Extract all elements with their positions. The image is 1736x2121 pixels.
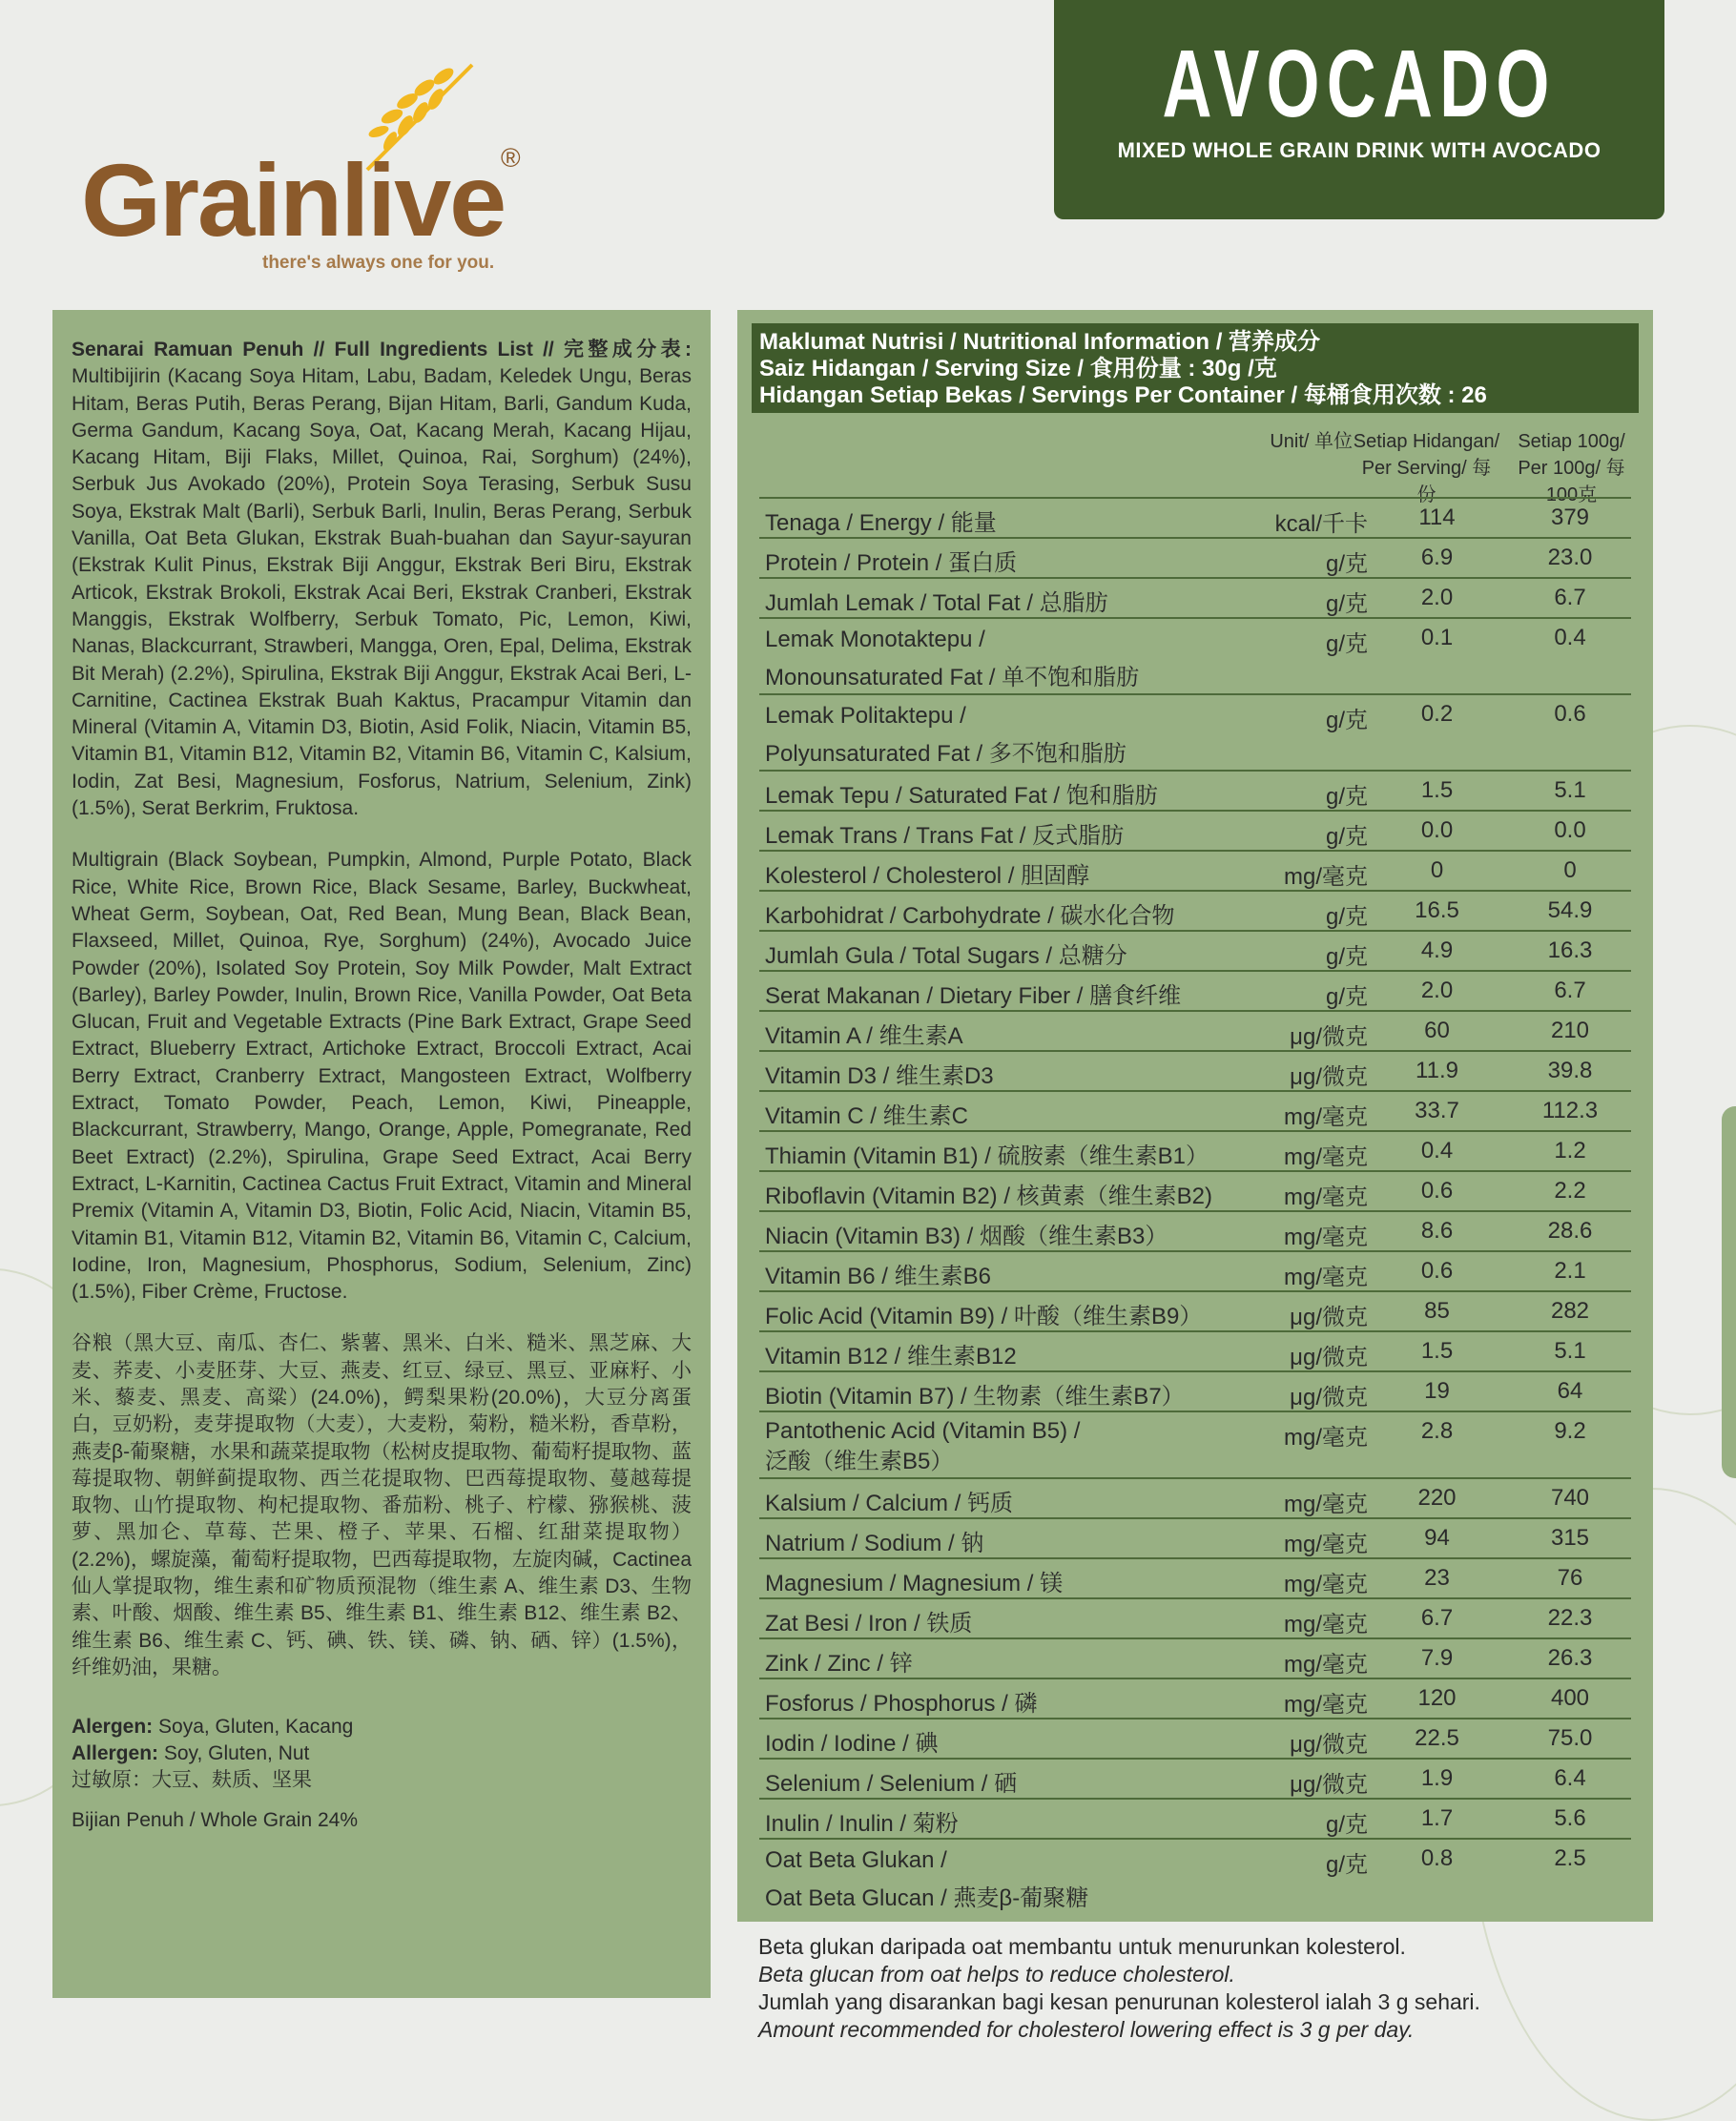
nutrient-name-line: Zat Besi / Iron / 铁质 [765,1611,973,1637]
nutrition-row [759,1599,1631,1639]
nutrient-unit: μg/微克 [1290,1385,1368,1411]
nutrient-name [765,1765,1017,1803]
nutrient-unit: mg/毫克 [1283,1612,1368,1637]
footnote-english-1: Beta glucan from oat helps to reduce cholesterol. [758,1962,1235,1987]
nutrient-name-line: Natrium / Sodium / 钠 [765,1531,984,1556]
unit-column-header: Unit/ 单位 [1270,431,1353,452]
nutrient-name-line: Biotin (Vitamin B7) / 生物素（维生素B7） [765,1384,1185,1410]
nutrient-name [765,1138,1209,1176]
nutrient-name [765,1378,1185,1416]
per-100g-value: 6.4 [1554,1765,1586,1791]
nutrient-name-line: Magnesium / Magnesium / 镁 [765,1571,1064,1596]
nutrient-unit: mg/毫克 [1283,1265,1368,1290]
nutrient-unit: g/克 [1325,784,1368,810]
nutrient-name [765,1258,991,1296]
nutrition-row [759,1052,1631,1092]
per-serving-value: 60 [1424,1018,1450,1043]
per-100g-value: 740 [1550,1485,1590,1511]
nutrient-name [765,1725,938,1763]
nutrient-name [765,1018,963,1056]
per-100g-value: 1.2 [1554,1138,1586,1163]
allergen-english-label: Allergen: [72,1742,159,1765]
nutrient-name [765,1842,1088,1918]
per-serving-value: 2.0 [1420,978,1454,1003]
nutrient-unit: μg/微克 [1290,1772,1368,1798]
nutrition-row [759,972,1631,1012]
per-serving-value: 220 [1417,1485,1457,1511]
per-serving-value: 8.6 [1420,1218,1454,1244]
nutrient-name [765,1218,1168,1256]
per-100g-value: 39.8 [1547,1058,1593,1083]
registered-mark: ® [501,143,521,173]
nutrient-name-line: Lemak Tepu / Saturated Fat / 饱和脂肪 [765,783,1158,809]
whole-grain-note: Bijian Penuh / Whole Grain 24% [72,1809,358,1832]
nutrient-unit: g/克 [1325,631,1368,657]
nutrient-name [765,777,1158,815]
per-100g-value: 16.3 [1547,937,1593,963]
nutrient-unit: mg/毫克 [1283,1692,1368,1718]
nutrition-row [759,1252,1631,1292]
nutrient-unit: mg/毫克 [1283,1572,1368,1597]
per-serving-value: 7.9 [1420,1645,1454,1671]
product-title: AVOCADO [1162,31,1557,137]
nutrient-name [765,1645,913,1683]
per-100g-value: 9.2 [1554,1418,1586,1444]
nutrient-unit: g/克 [1325,708,1368,733]
nutrition-row [759,772,1631,812]
nutrient-name [765,697,1126,773]
nutrition-row [759,497,1631,539]
per-serving-value: 0.0 [1420,817,1454,843]
nutrition-row [759,539,1631,579]
per-serving-value: 2.8 [1420,1418,1454,1444]
nutrient-name [765,978,1181,1016]
nutrient-unit: g/克 [1325,984,1368,1010]
nutrition-row [759,1519,1631,1559]
per-serving-value: 0.6 [1420,1178,1454,1204]
nutrient-unit: g/克 [1325,551,1368,577]
per-serving-value: 6.7 [1420,1605,1454,1631]
per-serving-value: 16.5 [1415,897,1459,923]
per-100g-value: 112.3 [1541,1098,1599,1123]
nutrient-name [765,1098,968,1136]
per-100g-value: 2.5 [1554,1845,1586,1871]
per-100g-column-header: Setiap 100g/ Per 100g/ 每100克 [1518,431,1625,505]
nutrition-column-headers [752,413,1639,505]
per-100g-value: 282 [1550,1298,1590,1324]
per-serving-value: 0.1 [1420,625,1454,650]
nutrient-name-line: Vitamin B12 / 维生素B12 [765,1344,1017,1369]
per-100g-value: 0.0 [1554,817,1586,843]
nutrition-row [759,1172,1631,1212]
brand-tagline: there's always one for you. [262,253,495,273]
nutrient-name [765,1058,994,1096]
footnote-malay-2: Jumlah yang disarankan bagi kesan penurunan kolesterol ialah 3 g sehari. [758,1989,1480,2014]
nutrition-row [759,1559,1631,1599]
nutrition-row [759,579,1631,619]
nutrient-name [765,1565,1063,1603]
per-100g-value: 64 [1557,1378,1583,1404]
per-serving-value: 0 [1430,857,1444,883]
per-100g-value: 6.7 [1554,585,1586,610]
nutrient-name-line: Karbohidrat / Carbohydrate / 碳水化合物 [765,903,1175,929]
allergen-malay [72,1714,692,1740]
nutrition-row [759,1212,1631,1252]
nutrition-row [759,1760,1631,1800]
brand-logo [81,57,558,286]
per-100g-value: 2.1 [1554,1258,1586,1284]
nutrition-table [752,497,1639,1914]
per-100g-value: 400 [1550,1685,1590,1711]
nutrition-row [759,1372,1631,1412]
nutrient-unit: g/克 [1325,904,1368,930]
per-serving-value: 33.7 [1415,1098,1459,1123]
nutrient-unit: μg/微克 [1290,1732,1368,1758]
per-100g-value: 379 [1550,505,1590,530]
nutrient-name [765,1298,1202,1336]
nutrient-name [765,817,1124,855]
per-serving-value: 1.5 [1420,777,1454,803]
nutrition-row [759,1412,1631,1479]
ingredients-malay-text: Multibijirin (Kacang Soya Hitam, Labu, Badam, Keledek Ungu, Beras Hitam, Beras Putih, Beras Perang, Bijan Hitam, Barli, Gandum Kuda, Germa Gandum, Kacang Soya, Oat, Kacang Merah, Kacang Hijau, Kacang Hitam, Biji Flaks, Millet, Quinoa, Rai, Sorghum) (24%), Serbuk Jus Avokado (20%), Protein Soya Terasing, Serbuk Susu Soya, Ekstrak Malt (Barli), Serbuk Barli, Inulin, Beras Perang, Serbuk Vanilla, Oat Beta Glukan, Ekstrak Buah-buahan dan Sayur-sayuran (Ekstrak Kulit Pinus, Ekstrak Biji Anggur, Ekstrak Beri Biru, Ekstrak Articok, Ekstrak Brokoli, Ekstrak Acai Beri, Ekstrak Cranberi, Ekstrak Manggis, Ekstrak Wolfberry, Serbuk Tomato, Pic, Lemon, Kiwi, Nanas, Blackcurrant, Strawberi, Mangga, Oren, Epal, Delima, Ekstrak Bit Merah) (2.2%), Spirulina, Ekstrak Biji Anggur, Ekstrak Acai Beri, L-Carnitine, Cactinea Ekstrak Buah Kaktus, Pracampur Vitamin dan Mineral (Vitamin A, Vitamin D3, Biotin, Asid Folik, Niacin, Vitamin B5, Vitamin B1, Vitamin B12, Vitamin B2, Vitamin B6, Vitamin C, Kalsium, Iodin, Zat Besi, Magnesium, Fosforus, Natrium, Selenium, Zink) (1.5%), Serat Berkrim, Fruktosa. [72,365,692,820]
nutrient-name [765,857,1089,896]
nutrient-name-line: Vitamin B6 / 维生素B6 [765,1264,991,1289]
product-subtitle: MIXED WHOLE GRAIN DRINK WITH AVOCADO [1117,138,1602,162]
serving-size: Saiz Hidangan / Serving Size / 食用份量 : 30g /克 [759,356,1277,381]
nutrient-name-line: Vitamin D3 / 维生素D3 [765,1063,994,1089]
nutrient-name-line-2: 泛酸（维生素B5） [765,1449,954,1474]
nutrition-row [759,695,1631,772]
nutrient-name-line: Serat Makanan / Dietary Fiber / 膳食纤维 [765,983,1182,1009]
nutrition-row [759,1012,1631,1052]
nutrient-name [765,505,997,543]
per-100g-value: 5.6 [1554,1805,1586,1831]
nutrient-name [765,1805,959,1843]
per-serving-value: 120 [1417,1685,1457,1711]
per-100g-value: 0.6 [1554,701,1586,727]
ingredients-panel [52,310,711,1998]
per-serving-value: 19 [1424,1378,1450,1404]
per-serving-value: 0.4 [1420,1138,1454,1163]
nutrition-row [759,1092,1631,1132]
nutrition-row [759,1479,1631,1519]
nutrient-unit: mg/毫克 [1283,1492,1368,1517]
per-serving-value: 114 [1418,505,1456,530]
nutrient-name-line: Kalsium / Calcium / 钙质 [765,1491,1014,1516]
per-serving-value: 2.0 [1420,585,1454,610]
nutrient-name [765,1525,983,1563]
nutrient-name-line-2: Monounsaturated Fat / 单不饱和脂肪 [765,665,1140,690]
nutrient-unit: g/克 [1325,824,1368,850]
nutrient-unit: μg/微克 [1290,1305,1368,1330]
nutrition-panel [737,310,1653,1922]
nutrient-unit: mg/毫克 [1283,1225,1368,1250]
nutrition-title: Maklumat Nutrisi / Nutritional Information / 营养成分 [759,329,1321,355]
allergen-chinese: 过敏原：大豆、麸质、坚果 [72,1769,312,1792]
nutrient-name-line: Lemak Monotaktepu / [765,627,985,652]
nutrient-name [765,545,1017,583]
per-100g-value: 5.1 [1554,777,1586,803]
nutrient-name-line: Kolesterol / Cholesterol / 胆固醇 [765,863,1090,889]
nutrient-name-line: Riboflavin (Vitamin B2) / 核黄素（维生素B2) [765,1184,1213,1209]
allergen-english-text: Soy, Gluten, Nut [158,1742,310,1765]
nutrient-unit: g/克 [1325,944,1368,970]
nutrition-row [759,1679,1631,1719]
nutrient-name-line: Jumlah Gula / Total Sugars / 总糖分 [765,943,1127,969]
nutrient-name-line: Pantothenic Acid (Vitamin B5) / [765,1418,1081,1444]
nutrient-name-line: Oat Beta Glukan / [765,1847,947,1873]
per-serving-value: 0.8 [1420,1845,1454,1871]
nutrient-name-line: Tenaga / Energy / 能量 [765,510,997,536]
nutrient-name [765,1416,1080,1477]
per-100g-value: 75.0 [1547,1725,1593,1751]
nutrient-name-line: Lemak Politaktepu / [765,703,966,729]
ingredients-english: Multigrain (Black Soybean, Pumpkin, Almond, Purple Potato, Black Rice, White Rice, Brown Rice, Black Sesame, Barley, Buckwheat, Wheat Germ, Soybean, Oat, Red Bean, Mung Bean, Black Bean, Flaxseed, Millet, Quinoa, Rye, Sorghum) (24%), Avocado Juice Powder (20%), Isolated Soy Protein, Soy Milk Powder, Malt Extract (Barley), Barley Powder, Inulin, Brown Rice, Vanilla Powder, Oat Beta Glucan, Fruit and Vegetable Extracts (Pine Bark Extract, Grape Seed Extract, Blueberry Extract, Artichoke Extract, Broccoli Extract, Acai Berry Extract, Cranberry Extract, Mangosteen Extract, Wolfberry Extract, Tomato Powder, Peach, Lemon, Kiwi, Pineapple, Blackcurrant, Strawberry, Mango, Orange, Apple, Pomegranate, Red Beet Extract) (2.2%), Spirulina, Grape Seed Extract, Acai Berry Extract, L-Karnitin, Cactinea Cactus Fruit Extract, Vitamin and Mineral Premix (Vitamin A, Vitamin D3, Biotin, Folic Acid, Niacin, Vitamin B5, Vitamin B1, Vitamin B12, Vitamin B2, Vitamin B6, Vitamin C, Calcium, Iodine, Iron, Magnesium, Phosphorus, Sodium, Selenium, Zinc) (1.5%), Fiber Crème, Fructose. [72,849,692,1304]
footnote [758,1933,1617,2044]
nutrient-unit: mg/毫克 [1283,1184,1368,1210]
nutrition-row [759,892,1631,932]
servings-per-container: Hidangan Setiap Bekas / Servings Per Container / 每桶食用次数 : 26 [759,382,1487,408]
per-100g-value: 54.9 [1547,897,1593,923]
per-serving-value: 11.9 [1416,1058,1458,1083]
per-100g-value: 2.2 [1554,1178,1586,1204]
nutrient-name-line: Vitamin C / 维生素C [765,1103,968,1129]
nutrient-unit: μg/微克 [1290,1064,1368,1090]
footnote-english-2: Amount recommended for cholesterol lowering effect is 3 g per day. [758,2017,1415,2042]
per-100g-value: 315 [1550,1525,1590,1551]
ingredients-heading: Senarai Ramuan Penuh // Full Ingredients List // 完整成分表: [72,339,692,360]
nutrient-name-line: Selenium / Selenium / 硒 [765,1771,1018,1797]
nutrient-name-line: Lemak Trans / Trans Fat / 反式脂肪 [765,823,1125,849]
nutrient-unit: mg/毫克 [1283,1104,1368,1130]
nutrition-row [759,1639,1631,1679]
nutrient-unit: mg/毫克 [1283,1652,1368,1678]
nutrient-name [765,1178,1212,1216]
nutrient-name-line: Jumlah Lemak / Total Fat / 总脂肪 [765,590,1108,616]
nutrition-row [759,1292,1631,1332]
nutrient-name [765,1485,1013,1523]
nutrient-name-line-2: Oat Beta Glucan / 燕麦β-葡聚糖 [765,1885,1089,1911]
nutrient-name-line-2: Polyunsaturated Fat / 多不饱和脂肪 [765,741,1126,767]
brand-name: Grainlive [81,142,506,257]
nutrient-unit: mg/毫克 [1283,864,1368,890]
nutrient-unit: g/克 [1325,1852,1368,1878]
nutrient-name-line: Zink / Zinc / 锌 [765,1651,913,1677]
ingredients-chinese: 谷粮（黑大豆、南瓜、杏仁、紫薯、黑米、白米、糙米、黑芝麻、大麦、荞麦、小麦胚芽、大豆、燕麦、红豆、绿豆、黑豆、亚麻籽、小米、藜麦、黑麦、高粱）(24.0%)，鳄梨果粉(20.0%)，大豆分离蛋白，豆奶粉，麦芽提取物（大麦），大麦粉，菊粉，糙米粉，香草粉，燕麦β-葡聚糖，水果和蔬菜提取物（松树皮提取物、葡萄籽提取物、蓝莓提取物、朝鲜蓟提取物、西兰花提取物、巴西莓提取物、蔓越莓提取物、山竹提取物、枸杞提取物、番茄粉、桃子、柠檬、猕猴桃、菠萝、黑加仑、草莓、芒果、橙子、苹果、石榴、红甜菜提取物）(2.2%)，螺旋藻，葡萄籽提取物，巴西莓提取物，左旋肉碱，Cactinea 仙人掌提取物，维生素和矿物质预混物（维生素 A、维生素 D3、生物素、叶酸、烟酸、维生素 B5、维生素 B1、维生素 B12、维生素 B2、维生素 B6、维生素 C、钙、碘、铁、镁、磷、钠、硒、锌）(1.5%)，纤维奶油，果糖。 [72,1332,692,1678]
per-serving-value: 22.5 [1415,1725,1459,1751]
nutrient-unit: mg/毫克 [1283,1532,1368,1557]
per-100g-value: 76 [1557,1565,1583,1591]
product-title-badge [1054,0,1664,219]
nutrient-unit: g/克 [1325,591,1368,617]
per-serving-value: 0.2 [1420,701,1454,727]
per-100g-value: 28.6 [1547,1218,1593,1244]
nutrition-row [759,1132,1631,1172]
allergen-malay-label: Alergen: [72,1716,154,1739]
nutrient-unit: μg/微克 [1290,1024,1368,1050]
nutrient-name [765,1338,1017,1376]
per-serving-value: 6.9 [1420,545,1454,570]
per-100g-value: 0 [1563,857,1577,883]
nutrient-name-line: Fosforus / Phosphorus / 磷 [765,1691,1038,1717]
nutrition-row [759,619,1631,695]
nutrient-name [765,1685,1037,1723]
per-100g-value: 23.0 [1547,545,1593,570]
nutrient-name-line: Protein / Protein / 蛋白质 [765,550,1018,576]
nutrition-row [759,1719,1631,1760]
per-serving-value: 1.5 [1420,1338,1454,1364]
nutrient-name-line: Thiamin (Vitamin B1) / 硫胺素（维生素B1） [765,1143,1209,1169]
nutrient-name-line: Folic Acid (Vitamin B9) / 叶酸（维生素B9） [765,1304,1203,1329]
per-serving-value: 23 [1424,1565,1450,1591]
allergen-malay-text: Soya, Gluten, Kacang [153,1716,354,1739]
per-serving-value: 1.7 [1420,1805,1454,1831]
per-serving-value: 4.9 [1420,937,1454,963]
nutrient-name [765,937,1127,976]
per-serving-value: 0.6 [1420,1258,1454,1284]
nutrient-name [765,585,1108,623]
per-serving-value: 85 [1424,1298,1450,1324]
side-tab-decoration [1722,1106,1736,1478]
nutrient-name [765,1605,972,1643]
per-100g-value: 5.1 [1554,1338,1586,1364]
allergen-english [72,1740,692,1767]
nutrition-header [752,323,1639,413]
nutrition-row [759,1840,1631,1914]
nutrition-row [759,932,1631,972]
per-100g-value: 26.3 [1547,1645,1593,1671]
nutrient-unit: kcal/千卡 [1274,511,1368,537]
nutrient-unit: mg/毫克 [1283,1144,1368,1170]
nutrient-unit: mg/毫克 [1283,1425,1368,1451]
nutrient-unit: μg/微克 [1290,1345,1368,1370]
nutrition-row [759,852,1631,892]
nutrient-name-line: Iodin / Iodine / 碘 [765,1731,939,1757]
footnote-malay-1: Beta glukan daripada oat membantu untuk menurunkan kolesterol. [758,1934,1406,1959]
per-100g-value: 22.3 [1547,1605,1593,1631]
per-serving-value: 94 [1424,1525,1450,1551]
nutrition-row [759,1800,1631,1840]
nutrient-name-line: Vitamin A / 维生素A [765,1023,963,1049]
nutrient-name [765,897,1175,936]
nutrient-name [765,621,1139,697]
nutrient-unit: g/克 [1325,1812,1368,1838]
per-serving-column-header: Setiap Hidangan/ Per Serving/ 每份 [1353,431,1500,505]
per-serving-value: 1.9 [1420,1765,1454,1791]
nutrition-row [759,812,1631,852]
per-100g-value: 210 [1550,1018,1590,1043]
ingredients-malay [72,337,692,822]
nutrition-row [759,1332,1631,1372]
nutrient-name-line: Inulin / Inulin / 菊粉 [765,1811,959,1837]
per-100g-value: 6.7 [1554,978,1586,1003]
per-100g-value: 0.4 [1554,625,1586,650]
nutrient-name-line: Niacin (Vitamin B3) / 烟酸（维生素B3） [765,1224,1168,1249]
